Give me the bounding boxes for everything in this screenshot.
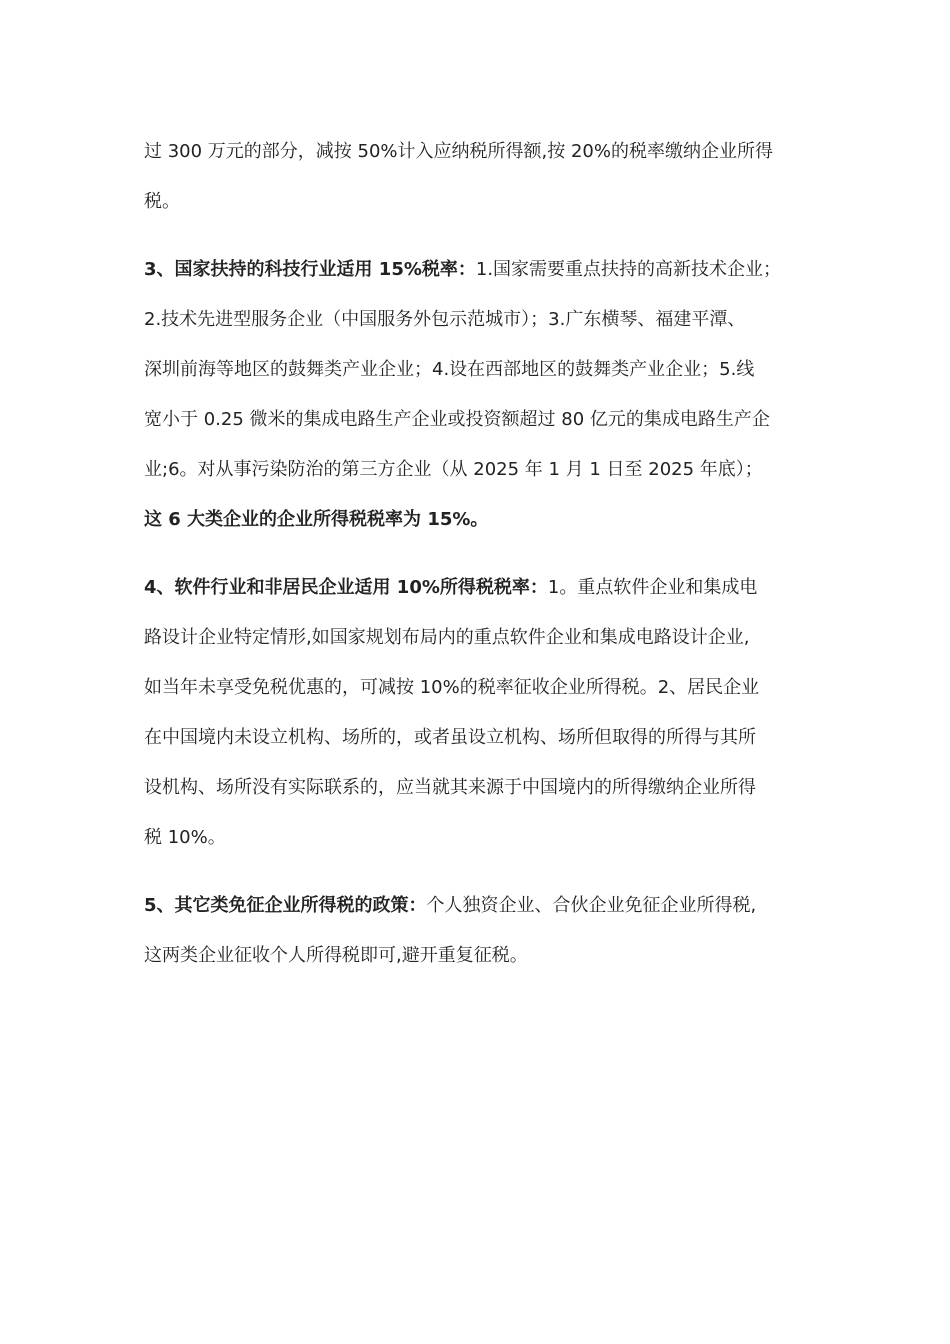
paragraph-2-line-4: 宽小于 0.25 微米的集成电路生产企业或投资额超过 80 亿元的集成电路生产企 xyxy=(144,409,770,430)
paragraph-2-line-5: 业;6。对从事污染防治的第三方企业（从 2025 年 1 月 1 日至 2025 年底）； xyxy=(144,459,763,480)
paragraph-4-line-2: 这两类企业征收个人所得税即可,避开重复征税。 xyxy=(144,945,528,966)
paragraph-2-line-3: 深圳前海等地区的鼓舞类产业企业；4.设在西部地区的鼓舞类产业企业；5.线 xyxy=(144,359,755,380)
paragraph-1-line-2: 税。 xyxy=(144,191,180,212)
paragraph-4-line-1-text: 个人独资企业、合伙企业免征企业所得税, xyxy=(426,895,757,916)
section-4-heading: 4、软件行业和非居民企业适用 10%所得税税率： xyxy=(144,577,548,598)
section-5-heading: 5、其它类免征企业所得税的政策： xyxy=(144,895,427,916)
paragraph-4-line-1 xyxy=(144,893,756,919)
paragraph-2-line-1 xyxy=(144,257,781,283)
paragraph-3-line-5: 设机构、场所没有实际联系的，应当就其来源于中国境内的所得缴纳企业所得 xyxy=(144,777,756,798)
paragraph-2-conclusion: 这 6 大类企业的企业所得税税率为 15%。 xyxy=(144,509,489,530)
paragraph-3-line-2: 路设计企业特定情形,如国家规划布局内的重点软件企业和集成电路设计企业, xyxy=(144,627,750,648)
paragraph-3-line-4: 在中国境内未设立机构、场所的，或者虽设立机构、场所但取得的所得与其所 xyxy=(144,727,756,748)
paragraph-3-line-3: 如当年未享受免税优惠的，可减按 10%的税率征收企业所得税。2、居民企业 xyxy=(144,677,760,698)
paragraph-2-line-1-text: 1.国家需要重点扶持的高新技术企业； xyxy=(475,259,782,280)
paragraph-3-line-1-text: 1。重点软件企业和集成电 xyxy=(547,577,758,598)
paragraph-3-line-1 xyxy=(144,575,757,601)
paragraph-2-line-2: 2.技术先进型服务企业（中国服务外包示范城市）；3.广东横琴、福建平潭、 xyxy=(144,309,746,330)
paragraph-1-line-1: 过 300 万元的部分，减按 50%计入应纳税所得额,按 20%的税率缴纳企业所得 xyxy=(144,141,773,162)
section-3-heading: 3、国家扶持的科技行业适用 15%税率： xyxy=(144,259,476,280)
paragraph-3-line-6: 税 10%。 xyxy=(144,827,226,848)
